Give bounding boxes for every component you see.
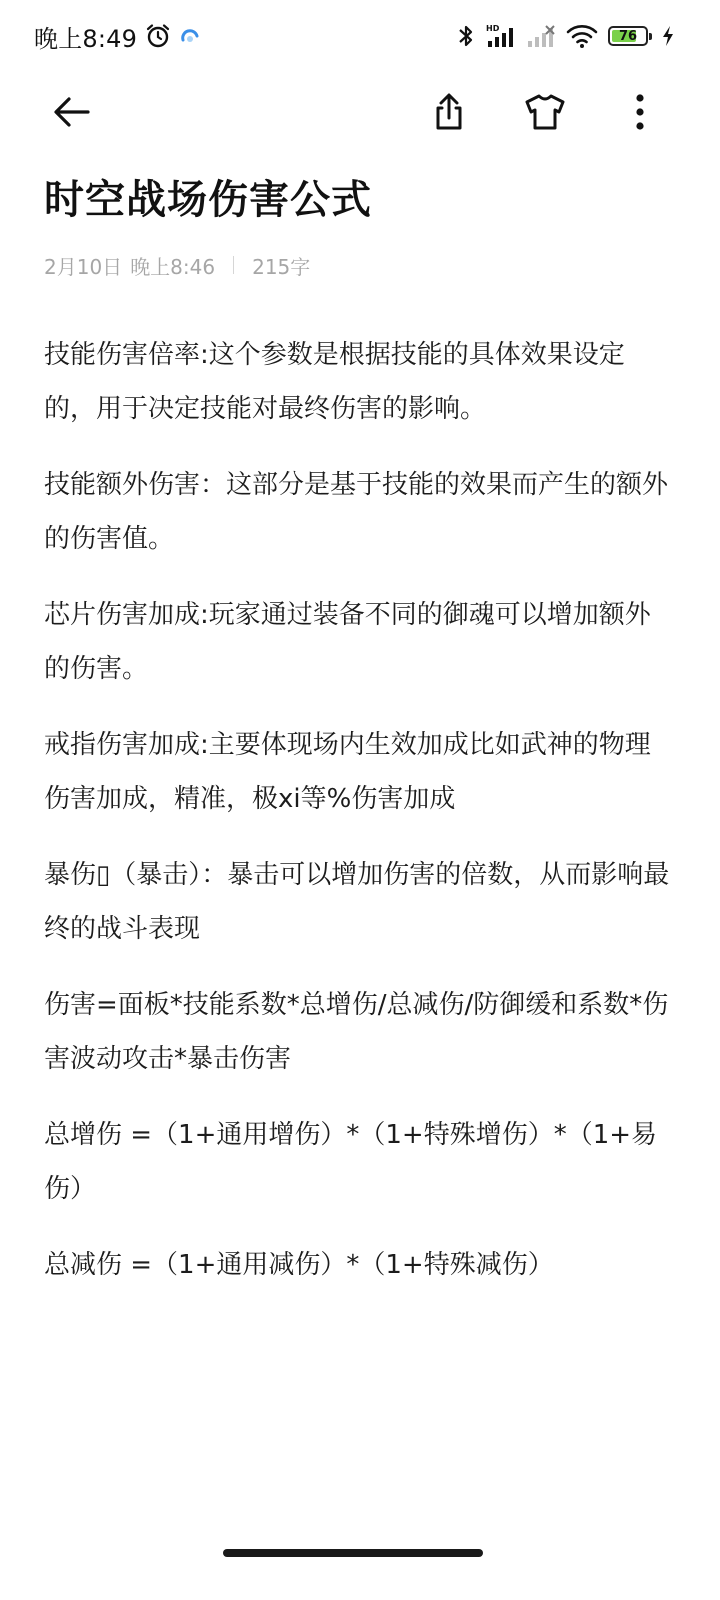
share-icon bbox=[429, 92, 469, 132]
paragraph-crit-damage[interactable]: 暴伤▯（暴击）：暴击可以增加伤害的倍数，从而影响最终的战斗表现 bbox=[44, 860, 670, 944]
note-time: 晚上8:46 bbox=[130, 254, 216, 279]
paragraph-total-reduction[interactable]: 总减伤 =（1+通用减伤）*（1+特殊减伤） bbox=[44, 1250, 554, 1280]
note-date: 2月10日 bbox=[44, 254, 123, 279]
status-right bbox=[456, 18, 674, 54]
status-time: 晚上8:49 bbox=[34, 24, 138, 53]
theme-button[interactable] bbox=[517, 84, 573, 140]
gesture-bar[interactable] bbox=[223, 1549, 483, 1557]
svg-text:HD: HD bbox=[486, 24, 500, 33]
wifi-icon bbox=[566, 23, 598, 49]
more-vertical-icon bbox=[634, 92, 646, 132]
back-button[interactable] bbox=[44, 84, 100, 140]
paragraph-ring-bonus[interactable]: 戒指伤害加成:主要体现场内生效加成比如武神的物理伤害加成，精准，极xi等%伤害加成 bbox=[44, 730, 651, 814]
note-title[interactable]: 时空战场伤害公式 bbox=[44, 177, 372, 223]
app-notification-icon bbox=[179, 25, 201, 47]
word-count: 215字 bbox=[252, 254, 311, 279]
share-button[interactable] bbox=[421, 84, 477, 140]
arrow-left-icon bbox=[50, 90, 94, 134]
status-bar bbox=[0, 0, 720, 72]
paragraph-damage-formula[interactable]: 伤害=面板*技能系数*总增伤/总减伤/防御缓和系数*伤害波动攻击*暴击伤害 bbox=[44, 990, 669, 1074]
battery-level: 76 bbox=[618, 28, 638, 44]
hd-signal-icon bbox=[486, 23, 516, 49]
bluetooth-icon bbox=[456, 23, 476, 49]
meta-divider bbox=[233, 256, 234, 274]
paragraph-chip-bonus[interactable]: 芯片伤害加成:玩家通过装备不同的御魂可以增加额外的伤害。 bbox=[44, 600, 651, 684]
paragraph-skill-extra-damage[interactable]: 技能额外伤害：这部分是基于技能的效果而产生的额外的伤害值。 bbox=[44, 470, 669, 554]
alarm-icon bbox=[145, 23, 171, 49]
note-meta bbox=[44, 250, 310, 280]
paragraph-total-increase[interactable]: 总增伤 =（1+通用增伤）*（1+特殊增伤）*（1+易伤） bbox=[44, 1120, 658, 1204]
no-signal-icon bbox=[526, 23, 556, 49]
tshirt-icon bbox=[524, 92, 566, 132]
note-body[interactable] bbox=[44, 328, 674, 1314]
paragraph-skill-multiplier[interactable]: 技能伤害倍率:这个参数是根据技能的具体效果设定的，用于决定技能对最终伤害的影响。 bbox=[44, 340, 625, 424]
more-button[interactable] bbox=[612, 84, 668, 140]
battery-icon bbox=[608, 26, 648, 46]
charging-icon bbox=[662, 25, 674, 47]
status-left bbox=[34, 18, 201, 54]
top-app-bar bbox=[0, 72, 720, 152]
